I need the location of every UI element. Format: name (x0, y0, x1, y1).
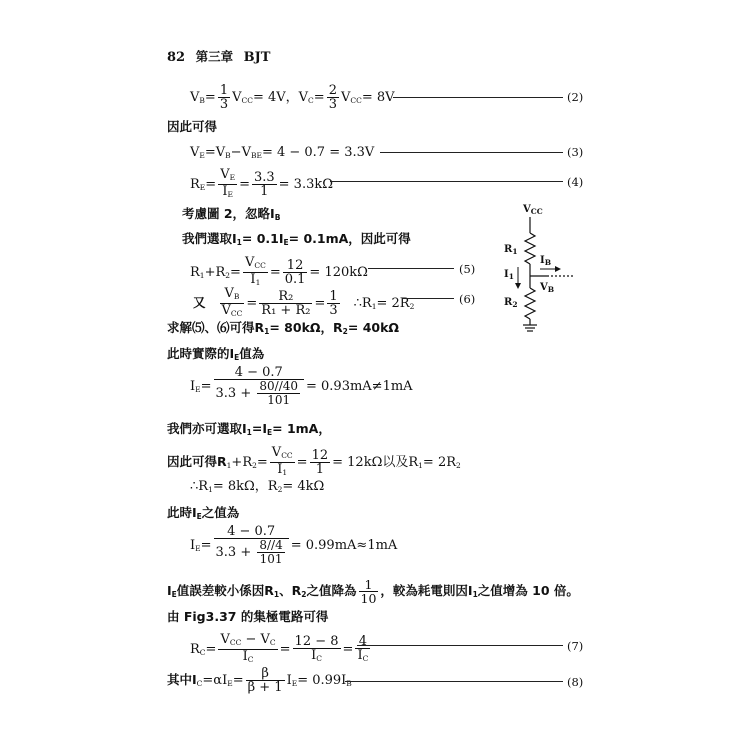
equation-ve: $V_E=V_B-V_{BE}= 4 - 0.7 = 3.3V$ (190, 145, 375, 160)
voltage-divider-circuit (495, 195, 585, 335)
leader-line (380, 152, 563, 153)
eq-number: (5) (459, 262, 476, 276)
equation-r-values: $\therefore R_1= 8k\Omega$，$R_2= 4k\Omega$ (190, 479, 325, 494)
label-r1: $R_1$ (504, 244, 518, 256)
page-header (167, 49, 270, 65)
leader-line (393, 97, 563, 98)
equation-ie-alt: $I_E=$ 4 − 0.7 3.3 + $\frac{8//4}{101}$ = 0.99mA≈1mA (190, 524, 398, 566)
text-actual-ie: 此時實際的$I_E$值為 (167, 346, 265, 362)
equation-rc: $R_C=$ $\frac{V_{CC} - V_C}{I_C}$ = $\frac{12 - 8}{I_C}$ = $\frac{4}{I_C}$ (190, 632, 369, 664)
eq-number: (8) (567, 675, 584, 689)
label-ib: $I_B$ (540, 255, 552, 267)
equation-re: $R_E=$ $\frac{V_E}{I_E}$ = $\frac{3.3}{1}$ = 3.3kΩ (190, 167, 334, 199)
equation-vb-vc: $V_B=$ $\frac{1}{3}$ $V_{CC}= 4V$，$V_C=$ $\frac{2}{3}$ $V_{CC}= 8V$ (190, 83, 395, 112)
leader-line (403, 298, 454, 299)
eq-number: (7) (567, 639, 584, 653)
equation-vb-ratio: 又 $\frac{V_B}{V_{CC}}$ = $\frac{\text{R₂}}{\text{R₁ + R₂}}$ = $\frac{1}{3}$ $\therefore R_1= 2R_2$ (193, 286, 415, 318)
text-error-explanation: $I_E$值誤差較小係因$R_1$、$R_2$之值降為 $\frac{1}{10}$ ，較為耗電則因$I_1$之值增為 10 倍。 (167, 577, 579, 606)
chapter-topic: BJT (243, 50, 271, 65)
text-ie-value: 此時$I_E$之值為 (167, 505, 240, 521)
leader-line (357, 645, 563, 646)
label-i1: $I_1$ (504, 269, 514, 281)
eq-number: (6) (459, 292, 476, 306)
chapter-label: 第三章 (195, 49, 234, 64)
page-number: 82 (167, 50, 186, 65)
text-solve-r1-r2: 求解⑸、⑹可得$R_1= 80k\Omega$，$R_2= 40k\Omega$ (167, 320, 400, 336)
leader-line (368, 268, 454, 269)
text-therefore: 因此可得 (167, 119, 218, 134)
text-choose-i1: 我們選取$I_1= 0.1I_E= 0.1mA$，因此可得 (182, 231, 411, 247)
eq-number: (3) (567, 145, 584, 159)
equation-ic: 其中$I_C=\alpha I_E=$ $\frac{\beta}{\beta + 1}$ $I_E= 0.99I_B$ (167, 666, 352, 695)
leader-line (330, 181, 563, 182)
label-vcc: $V_{CC}$ (523, 204, 543, 216)
eq-number: (2) (567, 90, 584, 104)
text-consider-figure: 考慮圖 2，忽略$I_B$ (182, 206, 281, 222)
label-vb: $V_B$ (540, 282, 555, 294)
equation-r1-plus-r2-alt: 因此可得$R_1+R_2=$ $\frac{V_{CC}}{I_1}$ = $\frac{12}{1}$ = 12kΩ以及$R_1= 2R_2$ (167, 445, 461, 477)
equation-r1-plus-r2: $R_1+R_2=$ $\frac{V_{CC}}{I_1}$ = $\frac{12}{0.1}$ = 120kΩ (190, 255, 368, 287)
leader-line (345, 681, 563, 682)
equation-ie-actual: $I_E=$ 4 − 0.7 3.3 + $\frac{80//40}{101}$ = 0.93mA≠1mA (190, 365, 413, 407)
text-choose-i1-alt: 我們亦可選取$I_1=I_E= 1mA$， (167, 421, 331, 437)
label-r2: $R_2$ (504, 297, 518, 309)
text-collector-circuit: 由 Fig3.37 的集極電路可得 (167, 609, 329, 624)
eq-number: (4) (567, 175, 584, 189)
